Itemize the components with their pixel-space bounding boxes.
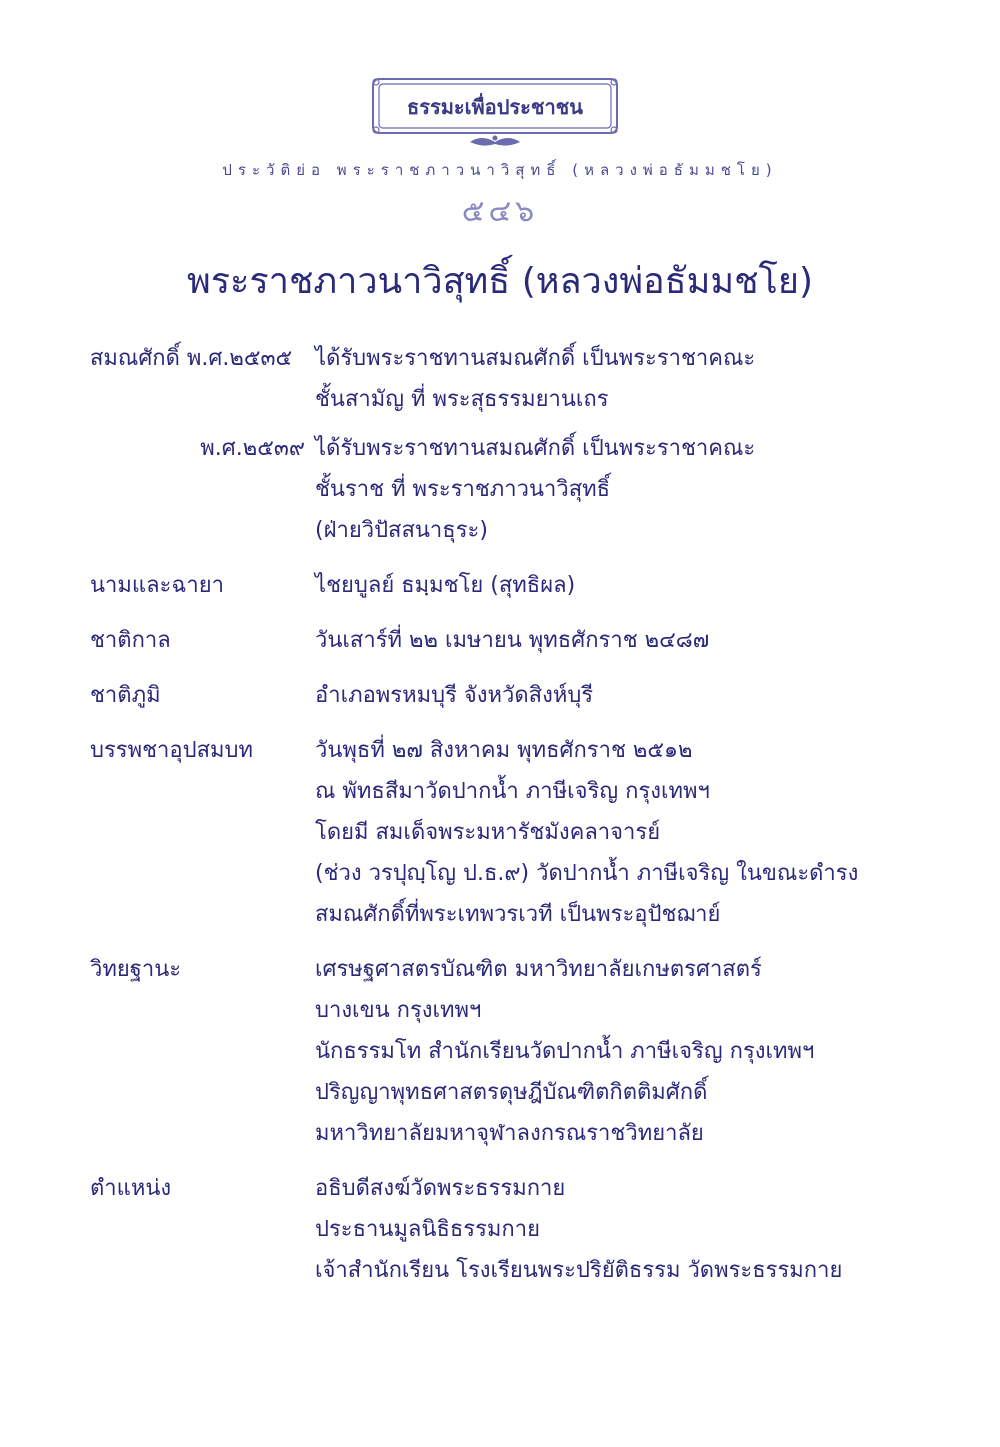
position-row	[90, 1168, 920, 1291]
logo-frame-icon	[370, 76, 620, 150]
biography-body	[90, 338, 920, 1291]
rank-2539-label: พ.ศ.๒๕๓๙	[200, 436, 305, 461]
text-line: ชั้นสามัญ ที่ พระสุธรรมยานเถร	[315, 387, 609, 412]
text-line: ประธานมูลนิธิธรรมกาย	[315, 1217, 540, 1242]
name-value	[315, 565, 920, 606]
page-number: ๕๔๖	[461, 194, 539, 229]
text-line: ไชยบูลย์ ธมฺมชโย (สุทธิผล)	[315, 573, 576, 598]
birthplace-label: ชาติภูมิ	[90, 683, 161, 708]
birth-value	[315, 620, 920, 661]
birth-row	[90, 620, 920, 661]
birth-label: ชาติกาล	[90, 628, 171, 653]
text-line: ได้รับพระราชทานสมณศักดิ์ เป็นพระราชาคณะ	[315, 346, 756, 371]
position-value	[315, 1168, 920, 1291]
birthplace-row	[90, 675, 920, 716]
ordination-value	[315, 730, 920, 935]
rank-2535-row	[90, 338, 920, 420]
text-line: ได้รับพระราชทานสมณศักดิ์ เป็นพระราชาคณะ	[315, 436, 756, 461]
text-line: เศรษฐศาสตรบัณฑิต มหาวิทยาลัยเกษตรศาสตร์	[315, 957, 762, 982]
text-line: นักธรรมโท สำนักเรียนวัดปากน้ำ ภาษีเจริญ กรุงเทพฯ	[315, 1039, 815, 1064]
text-line: มหาวิทยาลัยมหาจุฬาลงกรณราชวิทยาลัย	[315, 1121, 704, 1146]
birthplace-value	[315, 675, 920, 716]
publisher-logo	[370, 76, 620, 150]
rank-2539-value	[315, 428, 920, 551]
text-line: โดยมี สมเด็จพระมหารัชมังคลาจารย์	[315, 820, 661, 845]
page-title: พระราชภาวนาวิสุทธิ์ (หลวงพ่อธัมมชโย)	[186, 261, 814, 302]
text-line: สมณศักดิ์ที่พระเทพวรเวที เป็นพระอุปัชฌาย์	[315, 902, 721, 927]
text-line: วันพุธที่ ๒๗ สิงหาคม พุทธศักราช ๒๕๑๒	[315, 738, 693, 763]
svg-text:ธรรมะเพื่อประชาชน: ธรรมะเพื่อประชาชน	[407, 95, 583, 119]
text-line: ปริญญาพุทธศาสตรดุษฎีบัณฑิตกิตติมศักดิ์	[315, 1080, 708, 1105]
text-line: อธิบดีสงฆ์วัดพระธรรมกาย	[315, 1176, 566, 1201]
text-line: วันเสาร์ที่ ๒๒ เมษายน พุทธศักราช ๒๔๘๗	[315, 628, 710, 653]
education-row	[90, 949, 920, 1154]
position-label: ตำแหน่ง	[90, 1176, 172, 1201]
education-value	[315, 949, 920, 1154]
running-head: ประวัติย่อ พระราชภาวนาวิสุทธิ์ (หลวงพ่อธัมมชโย)	[222, 161, 778, 179]
text-line: ณ พัทธสีมาวัดปากน้ำ ภาษีเจริญ กรุงเทพฯ	[315, 779, 710, 804]
ordination-row	[90, 730, 920, 935]
text-line: ชั้นราช ที่ พระราชภาวนาวิสุทธิ์	[315, 477, 611, 502]
rank-2535-value	[315, 338, 920, 420]
name-row	[90, 565, 920, 606]
text-line: เจ้าสำนักเรียน โรงเรียนพระปริยัติธรรม วัดพระธรรมกาย	[315, 1258, 843, 1283]
text-line: (ช่วง วรปุญฺโญ ป.ธ.๙) วัดปากน้ำ ภาษีเจริญ ในขณะดำรง	[315, 861, 859, 886]
rank-label: สมณศักดิ์ พ.ศ.๒๕๓๕	[90, 346, 293, 371]
text-line: บางเขน กรุงเทพฯ	[315, 998, 482, 1023]
rank-2539-row	[90, 428, 920, 551]
text-line: (ฝ่ายวิปัสสนาธุระ)	[315, 518, 488, 543]
education-label: วิทยฐานะ	[90, 957, 182, 982]
name-label: นามและฉายา	[90, 573, 224, 598]
ordination-label: บรรพชาอุปสมบท	[90, 738, 253, 763]
text-line: อำเภอพรหมบุรี จังหวัดสิงห์บุรี	[315, 683, 594, 708]
